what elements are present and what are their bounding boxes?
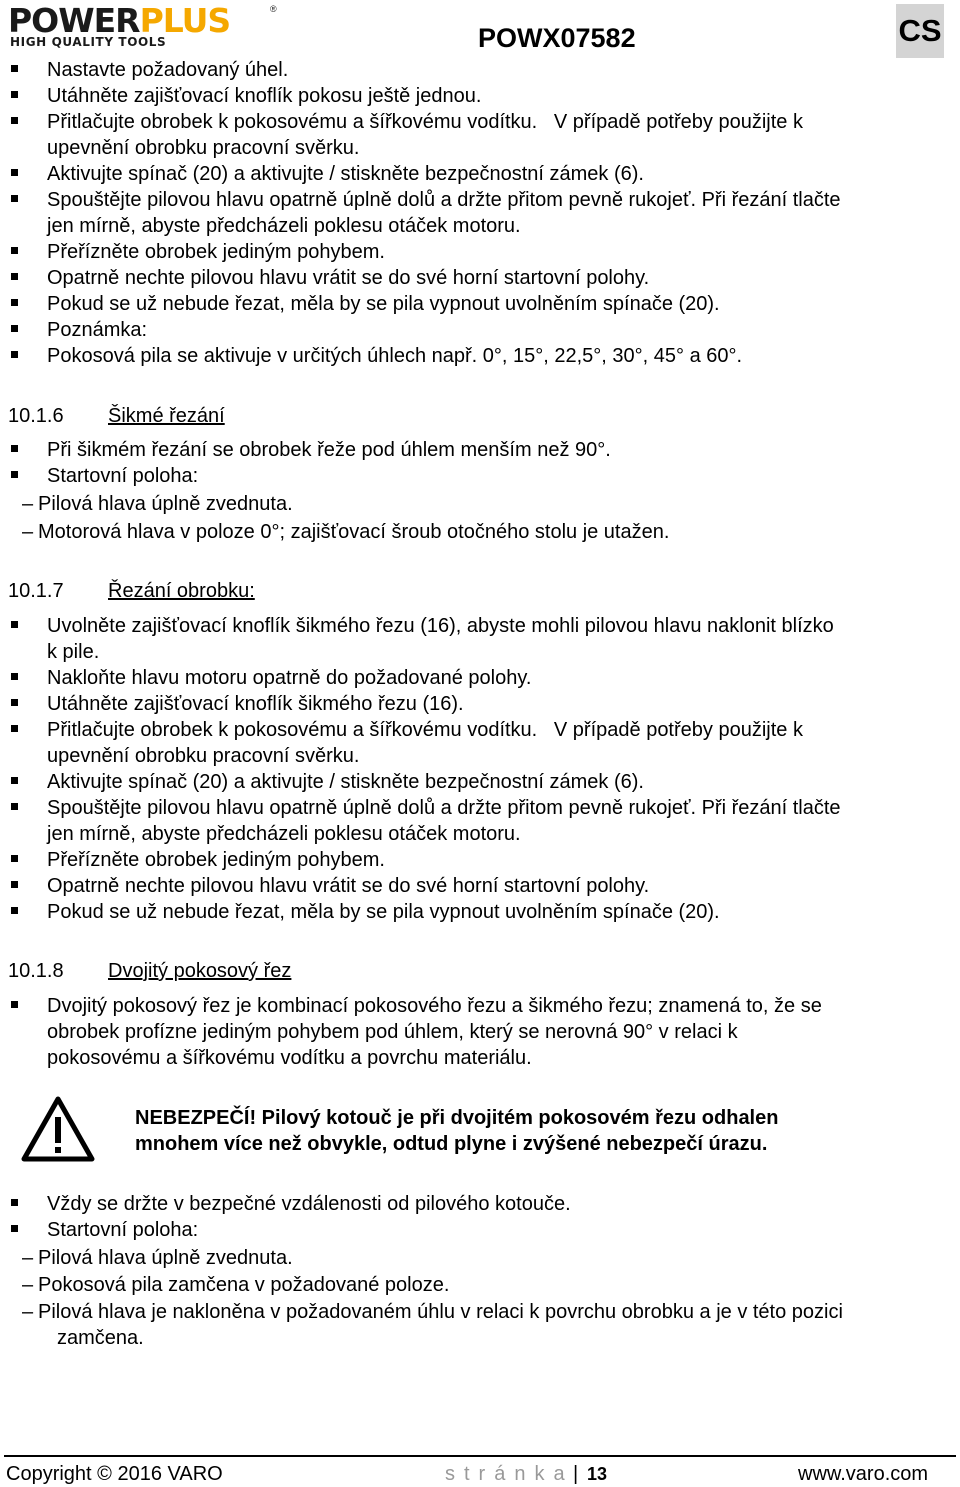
footer-url: www.varo.com <box>798 1463 929 1485</box>
dash-item: Pokosová pila zamčena v požadované poloze. <box>38 1274 450 1296</box>
list-item: Přitlačujte obrobek k pokosovému a šířkovému vodítku. V případě potřeby použijte k <box>47 111 803 133</box>
footer-page-separator: | <box>573 1463 579 1485</box>
section-title: Dvojitý pokosový řez <box>108 960 292 982</box>
list-item: Vždy se držte v bezpečné vzdálenosti od pilového kotouče. <box>47 1193 571 1215</box>
list-item: Pokud se už nebude řezat, měla by se pila vypnout uvolněním spínače (20). <box>47 901 720 923</box>
bullet-icon <box>11 907 18 914</box>
list-item-continuation: pokosovému a šířkovému vodítku a povrchu materiálu. <box>47 1047 532 1069</box>
section-number: 10.1.6 <box>8 405 64 427</box>
list-item: Utáhněte zajišťovací knoflík šikmého řezu (16). <box>47 693 464 715</box>
dash-icon: – <box>22 1247 34 1269</box>
bullet-icon <box>11 247 18 254</box>
bullet-icon <box>11 1225 18 1232</box>
list-item-continuation: obrobek profízne jediným pohybem pod úhlem, který se nerovná 90° v relaci k <box>47 1021 738 1043</box>
warning-text-line: mnohem více než obvykle, odtud plyne i zvýšené nebezpečí úrazu. <box>135 1133 768 1155</box>
footer-page-number: 13 <box>587 1464 608 1484</box>
list-item: Aktivujte spínač (20) a aktivujte / stiskněte bezpečnostní zámek (6). <box>47 771 644 793</box>
bullet-icon <box>11 325 18 332</box>
logo-word-power: POWER <box>8 1 140 40</box>
bullet-icon <box>11 91 18 98</box>
list-item: Spouštějte pilovou hlavu opatrně úplně dolů a držte přitom pevně rukojeť. Při řezání tlačte <box>47 189 841 211</box>
dash-item-continuation: zamčena. <box>57 1327 144 1349</box>
bullet-icon <box>11 699 18 706</box>
bullet-icon <box>11 471 18 478</box>
language-badge: CS <box>896 4 944 58</box>
list-item-continuation: upevnění obrobku pracovní svěrku. <box>47 137 360 159</box>
warning-triangle-icon <box>20 1095 96 1163</box>
bullet-icon <box>11 299 18 306</box>
dash-icon: – <box>22 521 34 543</box>
list-item: Uvolněte zajišťovací knoflík šikmého řezu (16), abyste mohli pilovou hlavu naklonit blízko <box>47 615 834 637</box>
list-item: Startovní poloha: <box>47 465 199 487</box>
dash-item: Pilová hlava úplně zvednuta. <box>38 1247 293 1269</box>
list-item: Pokosová pila se aktivuje v určitých úhlech např. 0°, 15°, 22,5°, 30°, 45° a 60°. <box>47 345 743 367</box>
bullet-icon <box>11 725 18 732</box>
footer-copyright: Copyright © 2016 VARO <box>6 1463 223 1485</box>
list-item: Dvojitý pokosový řez je kombinací pokosového řezu a šikmého řezu; znamená to, že se <box>47 995 822 1017</box>
list-item: Aktivujte spínač (20) a aktivujte / stiskněte bezpečnostní zámek (6). <box>47 163 644 185</box>
list-item: Spouštějte pilovou hlavu opatrně úplně dolů a držte přitom pevně rukojeť. Při řezání tlačte <box>47 797 841 819</box>
list-item: Přeřízněte obrobek jediným pohybem. <box>47 849 385 871</box>
bullet-icon <box>11 1001 18 1008</box>
bullet-icon <box>11 855 18 862</box>
logo-word-plus: PLUS <box>139 1 231 40</box>
section-title: Řezání obrobku: <box>108 580 255 602</box>
list-item: Nastavte požadovaný úhel. <box>47 59 289 81</box>
bullet-icon <box>11 803 18 810</box>
bullet-icon <box>11 65 18 72</box>
section-number: 10.1.7 <box>8 580 64 602</box>
list-item: Opatrně nechte pilovou hlavu vrátit se do své horní startovní polohy. <box>47 875 650 897</box>
list-item: Poznámka: <box>47 319 148 341</box>
list-item-continuation: jen mírně, abyste předcházeli poklesu otáček motoru. <box>47 215 521 237</box>
dash-item: Motorová hlava v poloze 0°; zajišťovací šroub otočného stolu je utažen. <box>38 521 670 543</box>
list-item-continuation: jen mírně, abyste předcházeli poklesu otáček motoru. <box>47 823 521 845</box>
bullet-icon <box>11 169 18 176</box>
section-title: Šikmé řezání <box>108 405 225 427</box>
logo-tagline: HIGH QUALITY TOOLS <box>10 35 167 49</box>
powerplus-logo <box>8 2 278 48</box>
dash-item: Pilová hlava je nakloněna v požadovaném úhlu v relaci k povrchu obrobku a je v této pozici <box>38 1301 843 1323</box>
footer-divider <box>4 1455 956 1457</box>
list-item-continuation: upevnění obrobku pracovní svěrku. <box>47 745 360 767</box>
list-item: Opatrně nechte pilovou hlavu vrátit se do své horní startovní polohy. <box>47 267 650 289</box>
bullet-icon <box>11 195 18 202</box>
bullet-icon <box>11 445 18 452</box>
bullet-icon <box>11 1199 18 1206</box>
list-item: Pokud se už nebude řezat, měla by se pila vypnout uvolněním spínače (20). <box>47 293 720 315</box>
dash-icon: – <box>22 493 34 515</box>
footer-page-label: stránka <box>445 1463 574 1485</box>
list-item: Při šikmém řezání se obrobek řeže pod úhlem menším než 90°. <box>47 439 611 461</box>
list-item: Utáhněte zajišťovací knoflík pokosu ještě jednou. <box>47 85 482 107</box>
dash-icon: – <box>22 1274 34 1296</box>
list-item: Nakloňte hlavu motoru opatrně do požadované polohy. <box>47 667 532 689</box>
dash-icon: – <box>22 1301 34 1323</box>
list-item: Přeřízněte obrobek jediným pohybem. <box>47 241 385 263</box>
bullet-icon <box>11 273 18 280</box>
bullet-icon <box>11 351 18 358</box>
logo-registered-mark: ® <box>270 4 277 14</box>
bullet-icon <box>11 621 18 628</box>
bullet-icon <box>11 673 18 680</box>
bullet-icon <box>11 777 18 784</box>
bullet-icon <box>11 117 18 124</box>
list-item: Přitlačujte obrobek k pokosovému a šířkovému vodítku. V případě potřeby použijte k <box>47 719 803 741</box>
bullet-icon <box>11 881 18 888</box>
warning-text-line: NEBEZPEČÍ! Pilový kotouč je při dvojitém pokosovém řezu odhalen <box>135 1107 779 1129</box>
section-number: 10.1.8 <box>8 960 64 982</box>
dash-item: Pilová hlava úplně zvednuta. <box>38 493 293 515</box>
model-number: POWX07582 <box>478 23 636 53</box>
list-item: Startovní poloha: <box>47 1219 199 1241</box>
list-item-continuation: k pile. <box>47 641 100 663</box>
